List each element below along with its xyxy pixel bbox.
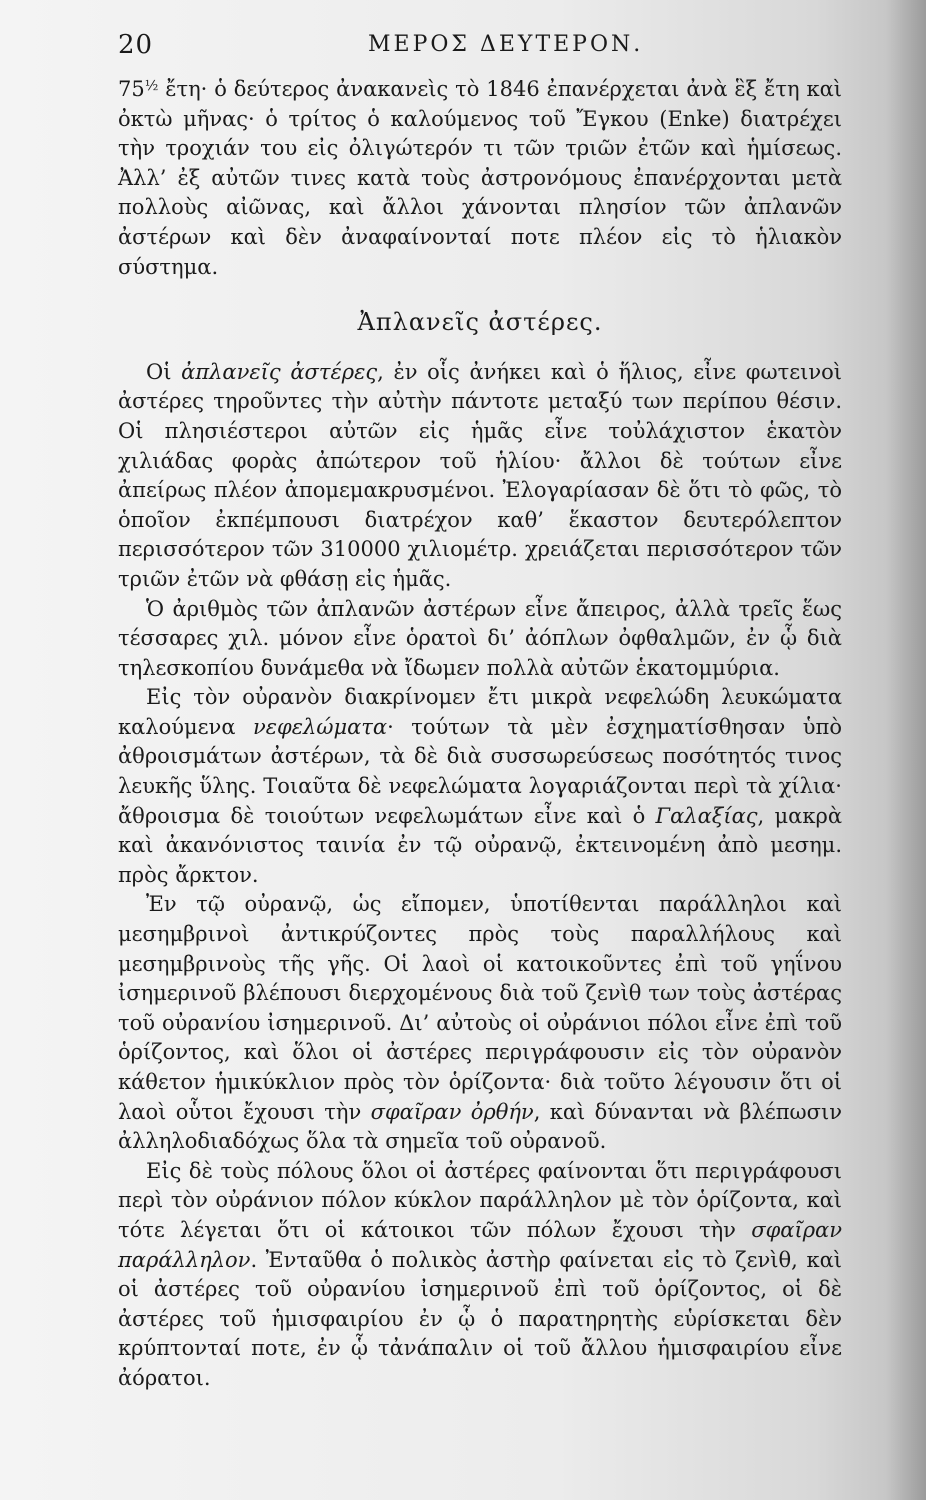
running-head: ΜΕΡΟΣ ΔΕΥΤΕΡΟΝ. [368, 32, 644, 57]
text-run: Οἱ [146, 359, 182, 384]
text-run: Ἐν τῷ οὐρανῷ, ὡς εἴπομεν, ὑποτίθενται παράλληλοι καὶ μεσημβρινοὶ ἀντικρύζοντες πρὸς τοὺς παραλλήλους καὶ μεσημβρινοὺς τῆς γῆς. Οἱ λαοὶ οἱ κατοικοῦντες ἐπὶ τοῦ γηΐνου ἰσημερινοῦ βλέπουσι διερχομένους διὰ τοῦ ζενὶθ των τοὺς ἀστέρας τοῦ οὐρανίου ἰσημερινοῦ. Δι’ αὐτοὺς οἱ οὐράνιοι πόλοι εἶνε ἐπὶ τοῦ ὁρίζοντος, καὶ ὅλοι οἱ ἀστέρες περιγράφουσιν εἰς τὸν οὐρανὸν κάθετον ἡμικύκλιον πρὸς τὸν ὁρίζοντα· διὰ τοῦτο λέγουσιν ὅτι οἱ λαοὶ οὗτοι ἔχουσι τὴν [118, 892, 842, 1124]
emphasis-term: σφαῖραν ὀρθήν [370, 1099, 534, 1124]
section-heading: Ἀπλανεῖς ἀστέρες. [357, 308, 603, 337]
paragraph-star-count: Ὁ ἀριθμὸς τῶν ἀπλανῶν ἀστέρων εἶνε ἄπειρος, ἀλλὰ τρεῖς ἕως τέσσαρες χιλ. μόνον εἶνε ὁρατοὶ δι’ ἀόπλων ὀφθαλμῶν, ἐν ᾧ διὰ τηλεσκοπίου δυνάμεθα νὰ ἴδωμεν πολλὰ αὐτῶν ἑκατομμύρια. [118, 596, 842, 680]
text-run: , ἐν οἷς ἀνήκει καὶ ὁ ἥλιος, εἶνε φωτεινοὶ ἀστέρες τηροῦντες τὴν αὐτὴν πάντοτε μεταξύ των περίπου θέσιν. Οἱ πλησιέστεροι αὐτῶν εἰς ἡμᾶς εἶνε τοὐλάχιστον ἑκατὸν χιλιάδας φορὰς ἀπώτερον τοῦ ἡλίου· ἄλλοι δὲ τούτων εἶνε ἀπείρως πλέον ἀπομεμακρυσμένοι. Ἐλογαρίασαν δὲ ὅτι τὸ φῶς, τὸ ὁποῖον ἐκπέμπουσι διατρέχον καθ’ ἕκαστον δευτερόλεπτον περισσότερον τῶν 310000 χιλιομέτρ. χρειάζεται περισσότερον τῶν τριῶν ἐτῶν νὰ φθάσῃ εἰς ἡμᾶς. [118, 359, 842, 591]
text-run: Εἰς τὸν οὐρανὸν διακρίνομεν ἔτι μικρὰ νεφελώδη λευκώματα καλούμενα [118, 685, 842, 739]
emphasis-term: ἀπλανεῖς ἀστέρες [181, 359, 378, 384]
text-run: · τούτων τὰ μὲν ἐσχηματίσθησαν ὑπὸ ἀθροισμάτων ἀστέρων, τὰ δὲ διὰ συσσωρεύσεως ποσότητός τινος λευκῆς ὕλης. Τοιαῦτα δὲ νεφελώματα λογαριάζονται περὶ τὰ χίλια· ἄθροισμα δὲ τοιούτων νεφελωμάτων εἶνε καὶ ὁ [118, 714, 842, 828]
emphasis-term: νεφελώματα [253, 714, 388, 739]
paragraph-nebulae [118, 683, 842, 890]
text-run: , καὶ δύνανται νὰ βλέπωσιν ἀλληλοδιαδόχως ὅλα τὰ σημεῖα τοῦ οὐρανοῦ. [118, 1099, 842, 1154]
paragraph-parallel-sphere [118, 1157, 842, 1394]
emphasis-term: σφαῖραν παράλληλον [118, 1217, 842, 1272]
text-run: . Ἐνταῦθα ὁ πολικὸς ἀστὴρ φαίνεται εἰς τὸ ζενὶθ, καὶ οἱ ἀστέρες τοῦ οὐρανίου ἰσημερινοῦ ἐπὶ τοῦ ὁρίζοντος, οἱ δὲ ἀστέρες τοῦ ἡμισφαιρίου ἐν ᾧ ὁ παρατηρητὴς εὑρίσκεται δὲν κρύπτονταί ποτε, ἐν ᾧ τἀνάπαλιν οἱ τοῦ ἄλλου ἡμισφαιρίου εἶνε ἀόρατοι. [118, 1247, 842, 1390]
text-run: ἔτη· ὁ δεύτερος ἀνακανεὶς τὸ 1846 ἐπανέρχεται ἀνὰ ἓξ ἔτη καὶ ὀκτὼ μῆνας· ὁ τρίτος ὁ καλούμενος τοῦ Ἔγκου (Enke) διατρέχει τὴν τροχιάν του εἰς ὀλιγώτερόν τι τῶν τριῶν ἐτῶν καὶ ἡμίσεως. Ἀλλ’ ἐξ αὐτῶν τινες κατὰ τοὺς ἀστρονόμους ἐπανέρχονται μετὰ πολλοὺς αἰῶνας, καὶ ἄλλοι χάνονται πλησίον τῶν ἀπλανῶν ἀστέρων καὶ δὲν ἀναφαίνονταί ποτε πλέον εἰς τὸ ἡλιακὸν σύστημα. [118, 77, 842, 279]
page-number: 20 [118, 30, 154, 60]
text-run: Εἰς δὲ τοὺς πόλους ὅλοι οἱ ἀστέρες φαίνονται ὅτι περιγράφουσι περὶ τὸν οὐράνιον πόλον κύκλον παράλληλον μὲ τὸν ὁρίζοντα, καὶ τότε λέγεται ὅτι οἱ κάτοικοι τῶν πόλων ἔχουσι τὴν [118, 1158, 842, 1242]
text-run: , μακρὰ καὶ ἀκανόνιστος ταινία ἐν τῷ οὐρανῷ, ἐκτεινομένη ἀπὸ μεσημ. πρὸς ἄρκτον. [118, 803, 842, 887]
emphasis-term: Γαλαξίας [655, 803, 758, 828]
text-run: 75 [118, 77, 145, 101]
page-body [118, 72, 842, 1394]
paragraph-fixed-stars [118, 358, 842, 595]
paragraph-comets-end [118, 72, 842, 282]
fraction-half: ½ [144, 78, 159, 94]
paragraph-right-sphere [118, 890, 842, 1156]
page-header [118, 30, 842, 62]
